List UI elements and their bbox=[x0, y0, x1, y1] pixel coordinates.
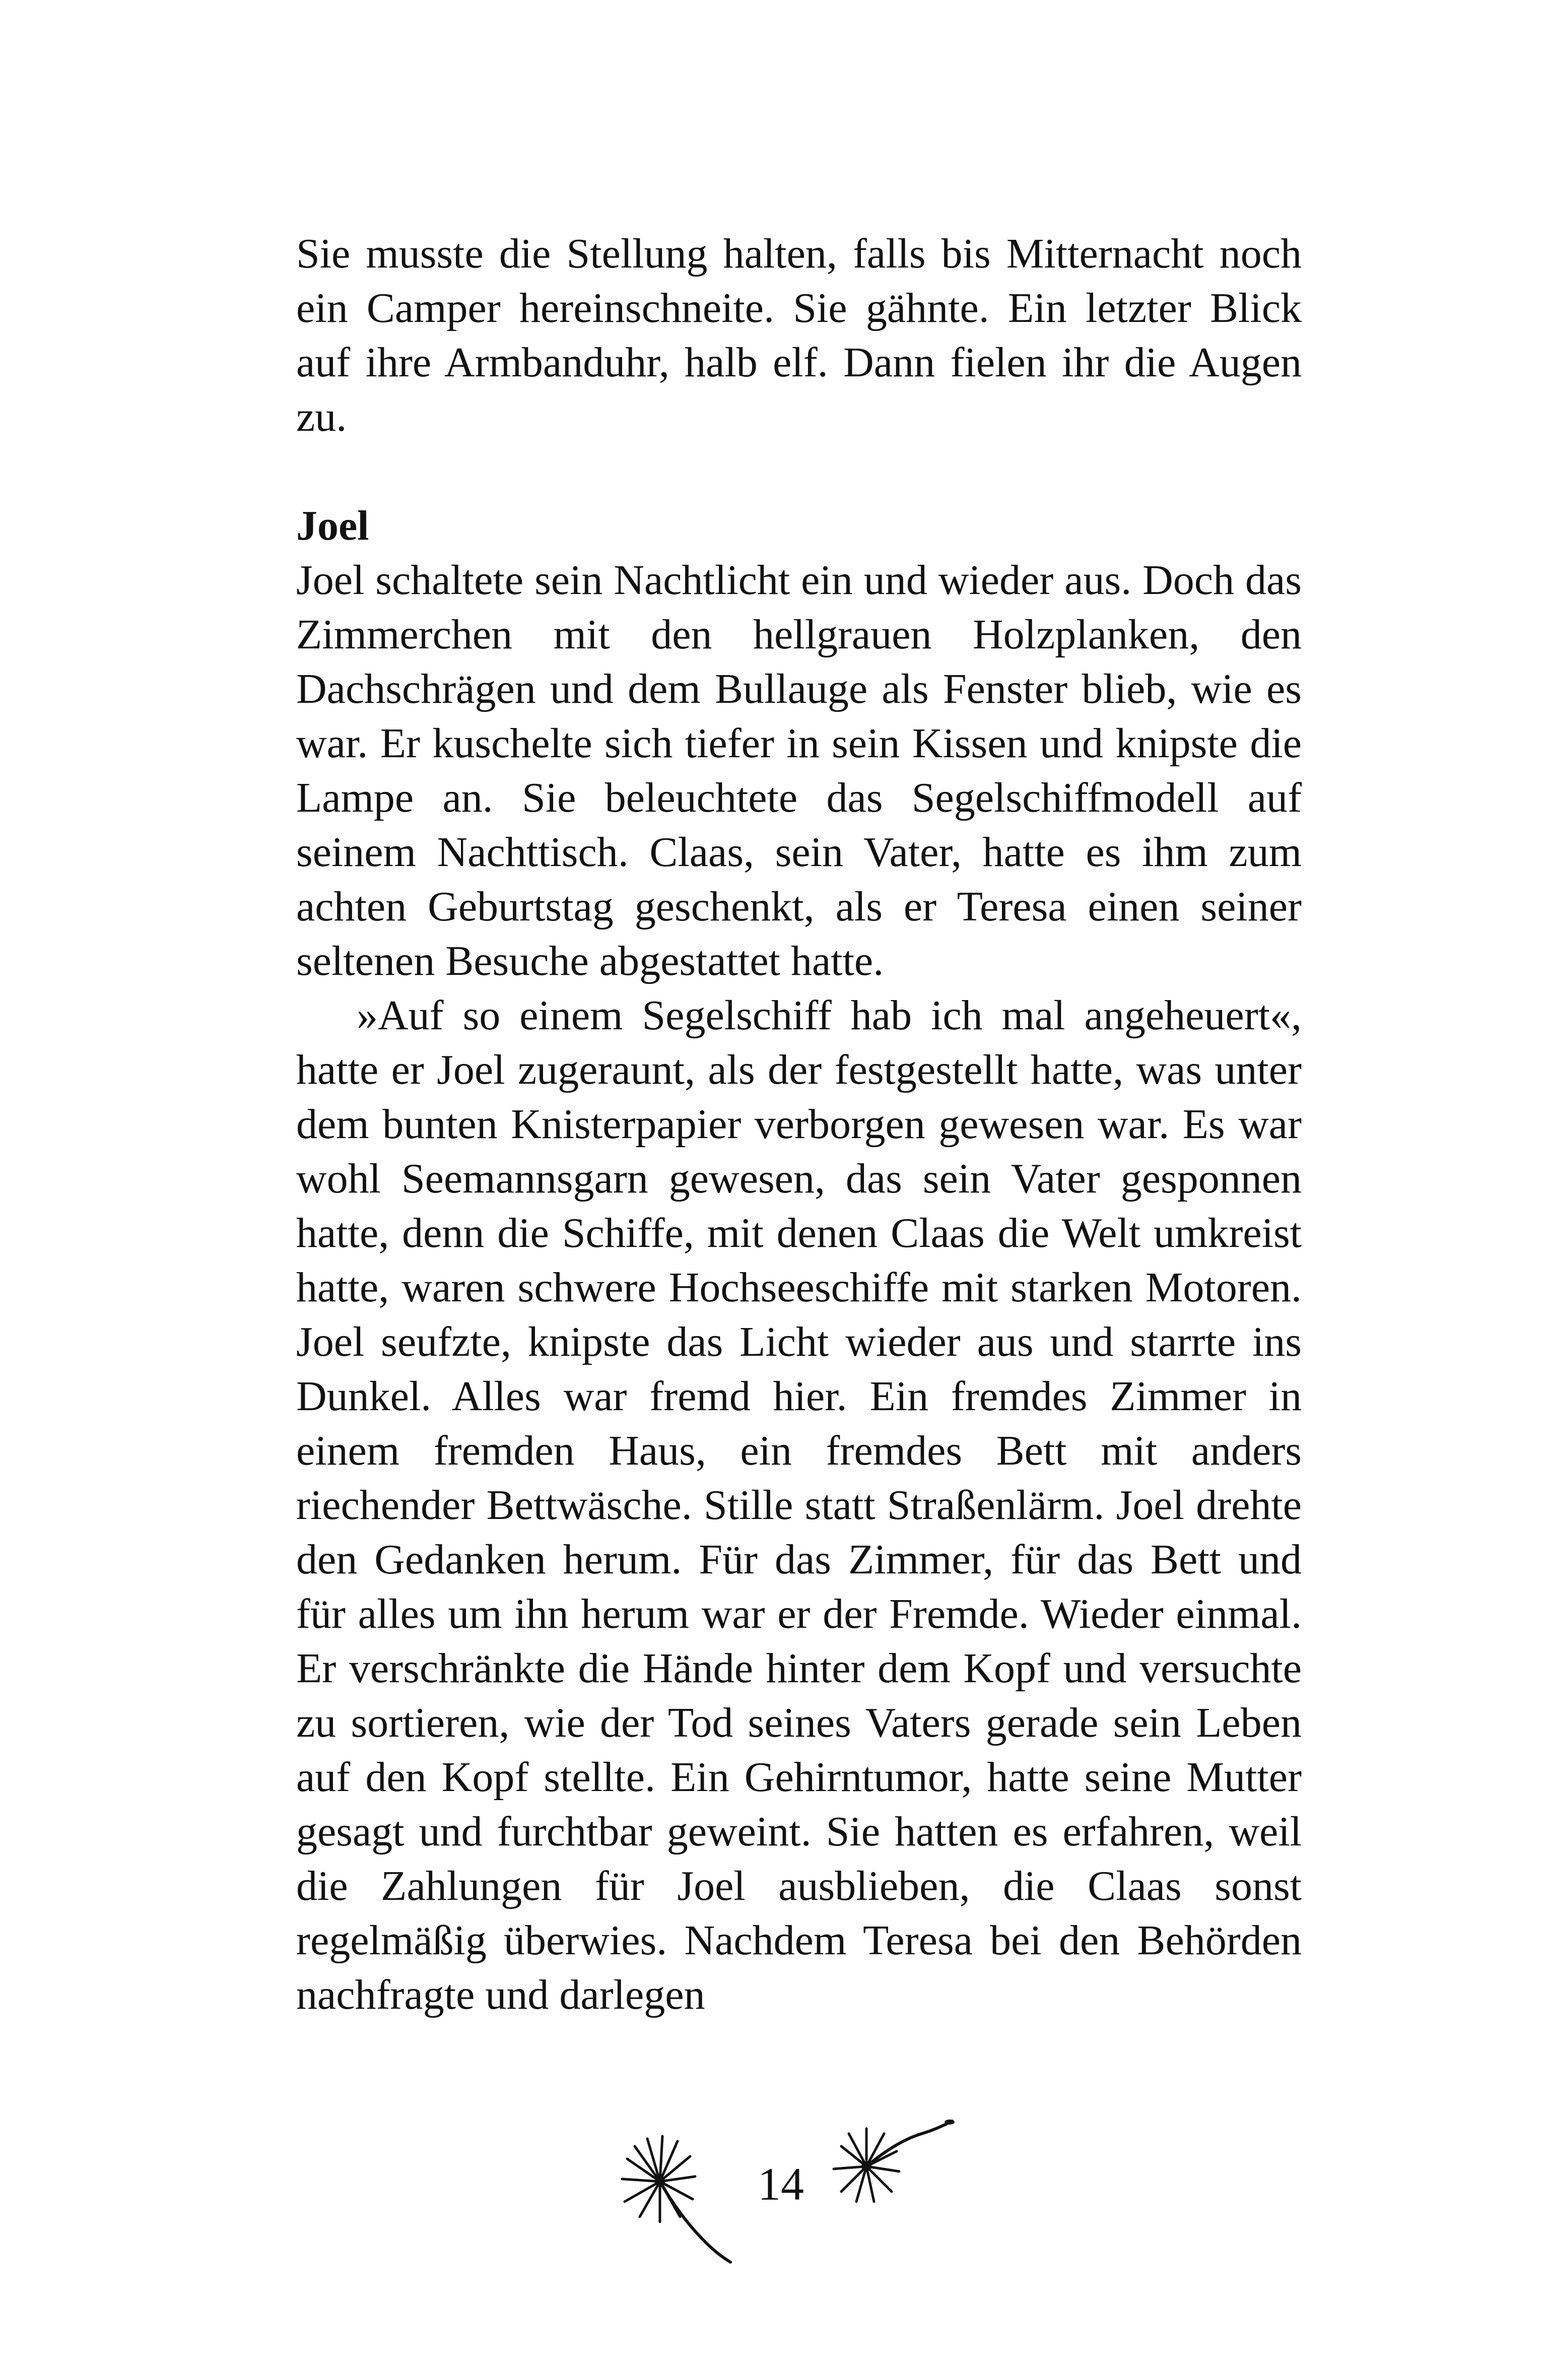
section-heading: Joel bbox=[296, 502, 369, 549]
page-footer bbox=[604, 2096, 957, 2277]
page-number: 14 bbox=[758, 2158, 804, 2210]
paragraph-joel-2: »Auf so einem Segelschiff hab ich mal angeheuert«, hatte er Joel zugeraunt, als der festgestellt hatte, was unter dem bunten Knisterpapier verborgen gewesen war. Es war wohl Seemannsgarn gewesen, das sein Vater gesponnen hatte, denn die Schiffe, mit denen Claas die Welt umkreist hatte, waren schwere Hochseeschiffe mit starken Motoren. Joel seufzte, knipste das Licht wieder aus und starrte ins Dunkel. Alles war fremd hier. Ein fremdes Zimmer in einem fremden Haus, ein fremdes Bett mit anders riechender Bettwäsche. Stille statt Straßenlärm. Joel drehte den Gedanken herum. Für das Zimmer, für das Bett und für alles um ihn herum war er der Fremde. Wieder einmal. Er verschränkte die Hände hinter dem Kopf und versuchte zu sortieren, wie der Tod seines Vaters gerade sein Leben auf den Kopf stellte. Ein Gehirntumor, hatte seine Mutter gesagt und furchtbar geweint. Sie hatten es erfahren, weil die Zahlungen für Joel ausblieben, die Claas sonst regelmäßig überwies. Nachdem Teresa bei den Behörden nachfragte und darlegen bbox=[296, 992, 1302, 2018]
section-gap bbox=[296, 444, 1302, 499]
paragraph-joel-1: Joel schaltete sein Nachtlicht ein und wieder aus. Doch das Zimmerchen mit den hellgrauen Holzplanken, den Dachschrägen und dem Bullauge als Fenster blieb, wie es war. Er kuschelte sich tiefer in sein Kissen und knipste die Lampe an. Sie beleuchtete das Segelschiffmodell auf seinem Nachttisch. Claas, sein Vater, hatte es ihm zum achten Geburtstag geschenkt, als er Teresa einen seiner seltenen Besuche abgestattet hatte. bbox=[296, 557, 1302, 984]
dandelion-seed-icon bbox=[826, 2096, 957, 2227]
dandelion-seed-icon bbox=[604, 2116, 735, 2267]
page-text bbox=[296, 227, 1302, 2022]
paragraph-top: Sie musste die Stellung halten, falls bis Mitternacht noch ein Camper hereinschneite. Sie gähnte. Ein letzter Blick auf ihre Armbanduhr, halb elf. Dann fielen ihr die Augen zu. bbox=[296, 230, 1302, 440]
